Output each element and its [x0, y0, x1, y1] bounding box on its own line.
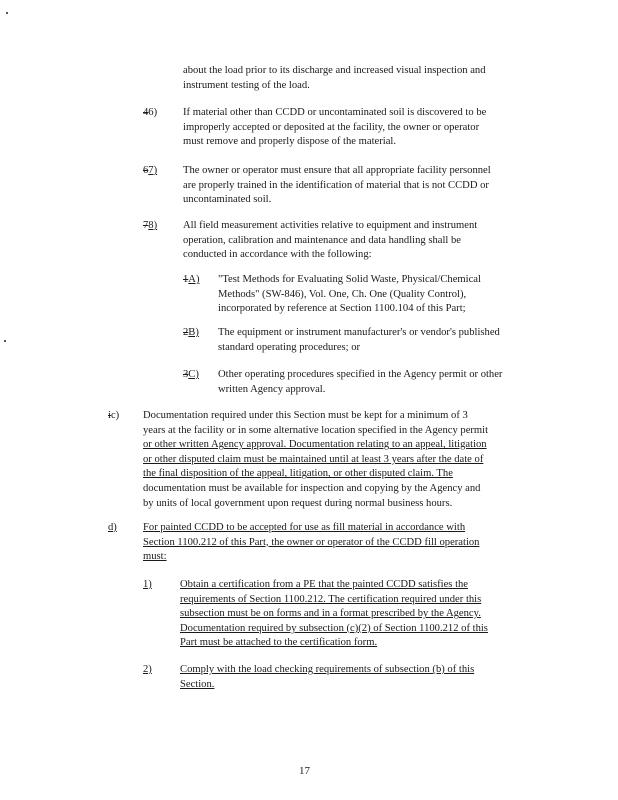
section-c-label: ic) [108, 410, 120, 421]
item-7-text: The owner or operator must ensure that all appropriate facility personnel are properly trained in the identification of material that is not CCDD or uncontaminated soil. [183, 165, 491, 206]
sub-c-text: Other operating procedures specified in the Agency permit or other written Agency approval. [218, 369, 503, 395]
sub-d2-text: Comply with the load checking requirements of subsection (b) of this Section. [180, 664, 475, 690]
sub-a-text: "Test Methods for Evaluating Solid Waste, Physical/Chemical Methods" (SW-846), Vol. One, Ch. One (Quality Control), incorporated by reference at Section 1100.104 of this Part; [218, 274, 481, 315]
sub-c-label: 3C) [183, 369, 199, 380]
item-6-label: 46) [143, 107, 158, 118]
scan-artifact [6, 12, 8, 14]
page-number: 17 [299, 765, 310, 777]
sub-b-label: 2B) [183, 327, 199, 338]
section-d-text: For painted CCDD to be accepted for use as fill material in accordance with Section 1100.212 of this Part, the owner or operator of the CCDD fill operation must: [143, 522, 480, 563]
sub-d2-label: 2) [143, 664, 152, 675]
item-8-text: All field measurement activities relative to equipment and instrument operation, calibration and maintenance and data handling shall be conducted in accordance with the following: [183, 220, 478, 261]
item-7-label: 67) [143, 165, 158, 176]
sub-b-text: The equipment or instrument manufacturer's or vendor's published standard operating procedures; or [218, 327, 500, 353]
sub-a-label: 1A) [183, 274, 200, 285]
item-5-continuation: about the load prior to its discharge and increased visual inspection and instrument testing of the load. [183, 65, 486, 91]
item-6-text: If material other than CCDD or uncontaminated soil is discovered to be improperly accepted or deposited at the facility, the owner or operator must remove and properly dispose of the material. [183, 107, 487, 148]
item-8-label: 78) [143, 220, 158, 231]
sub-d1-text: Obtain a certification from a PE that the painted CCDD satisfies the requirements of Section 1100.212. The certification required under this subsection must be on forms and in a format prescribed by the Agency. Documentation required by subsection (c)(2) of Section 1100.212 of this Part must be attached to the certification form. [180, 579, 488, 649]
sub-d1-label: 1) [143, 579, 152, 590]
section-c-text: Documentation required under this Section must be kept for a minimum of 3 years at the facility or in some alternative location specified in the Agency permit or other written Agency approval. Documentation relating to an appeal, litigation or other disputed claim must be maintained until at least 3 years after the date of the final disposition of the appeal, litigation, or other disputed claim. The documentation must be available for inspection and copying by the Agency and by units of local government upon request during normal business hours. [143, 410, 489, 509]
section-d-label: d) [108, 522, 117, 533]
scan-artifact [4, 340, 6, 342]
